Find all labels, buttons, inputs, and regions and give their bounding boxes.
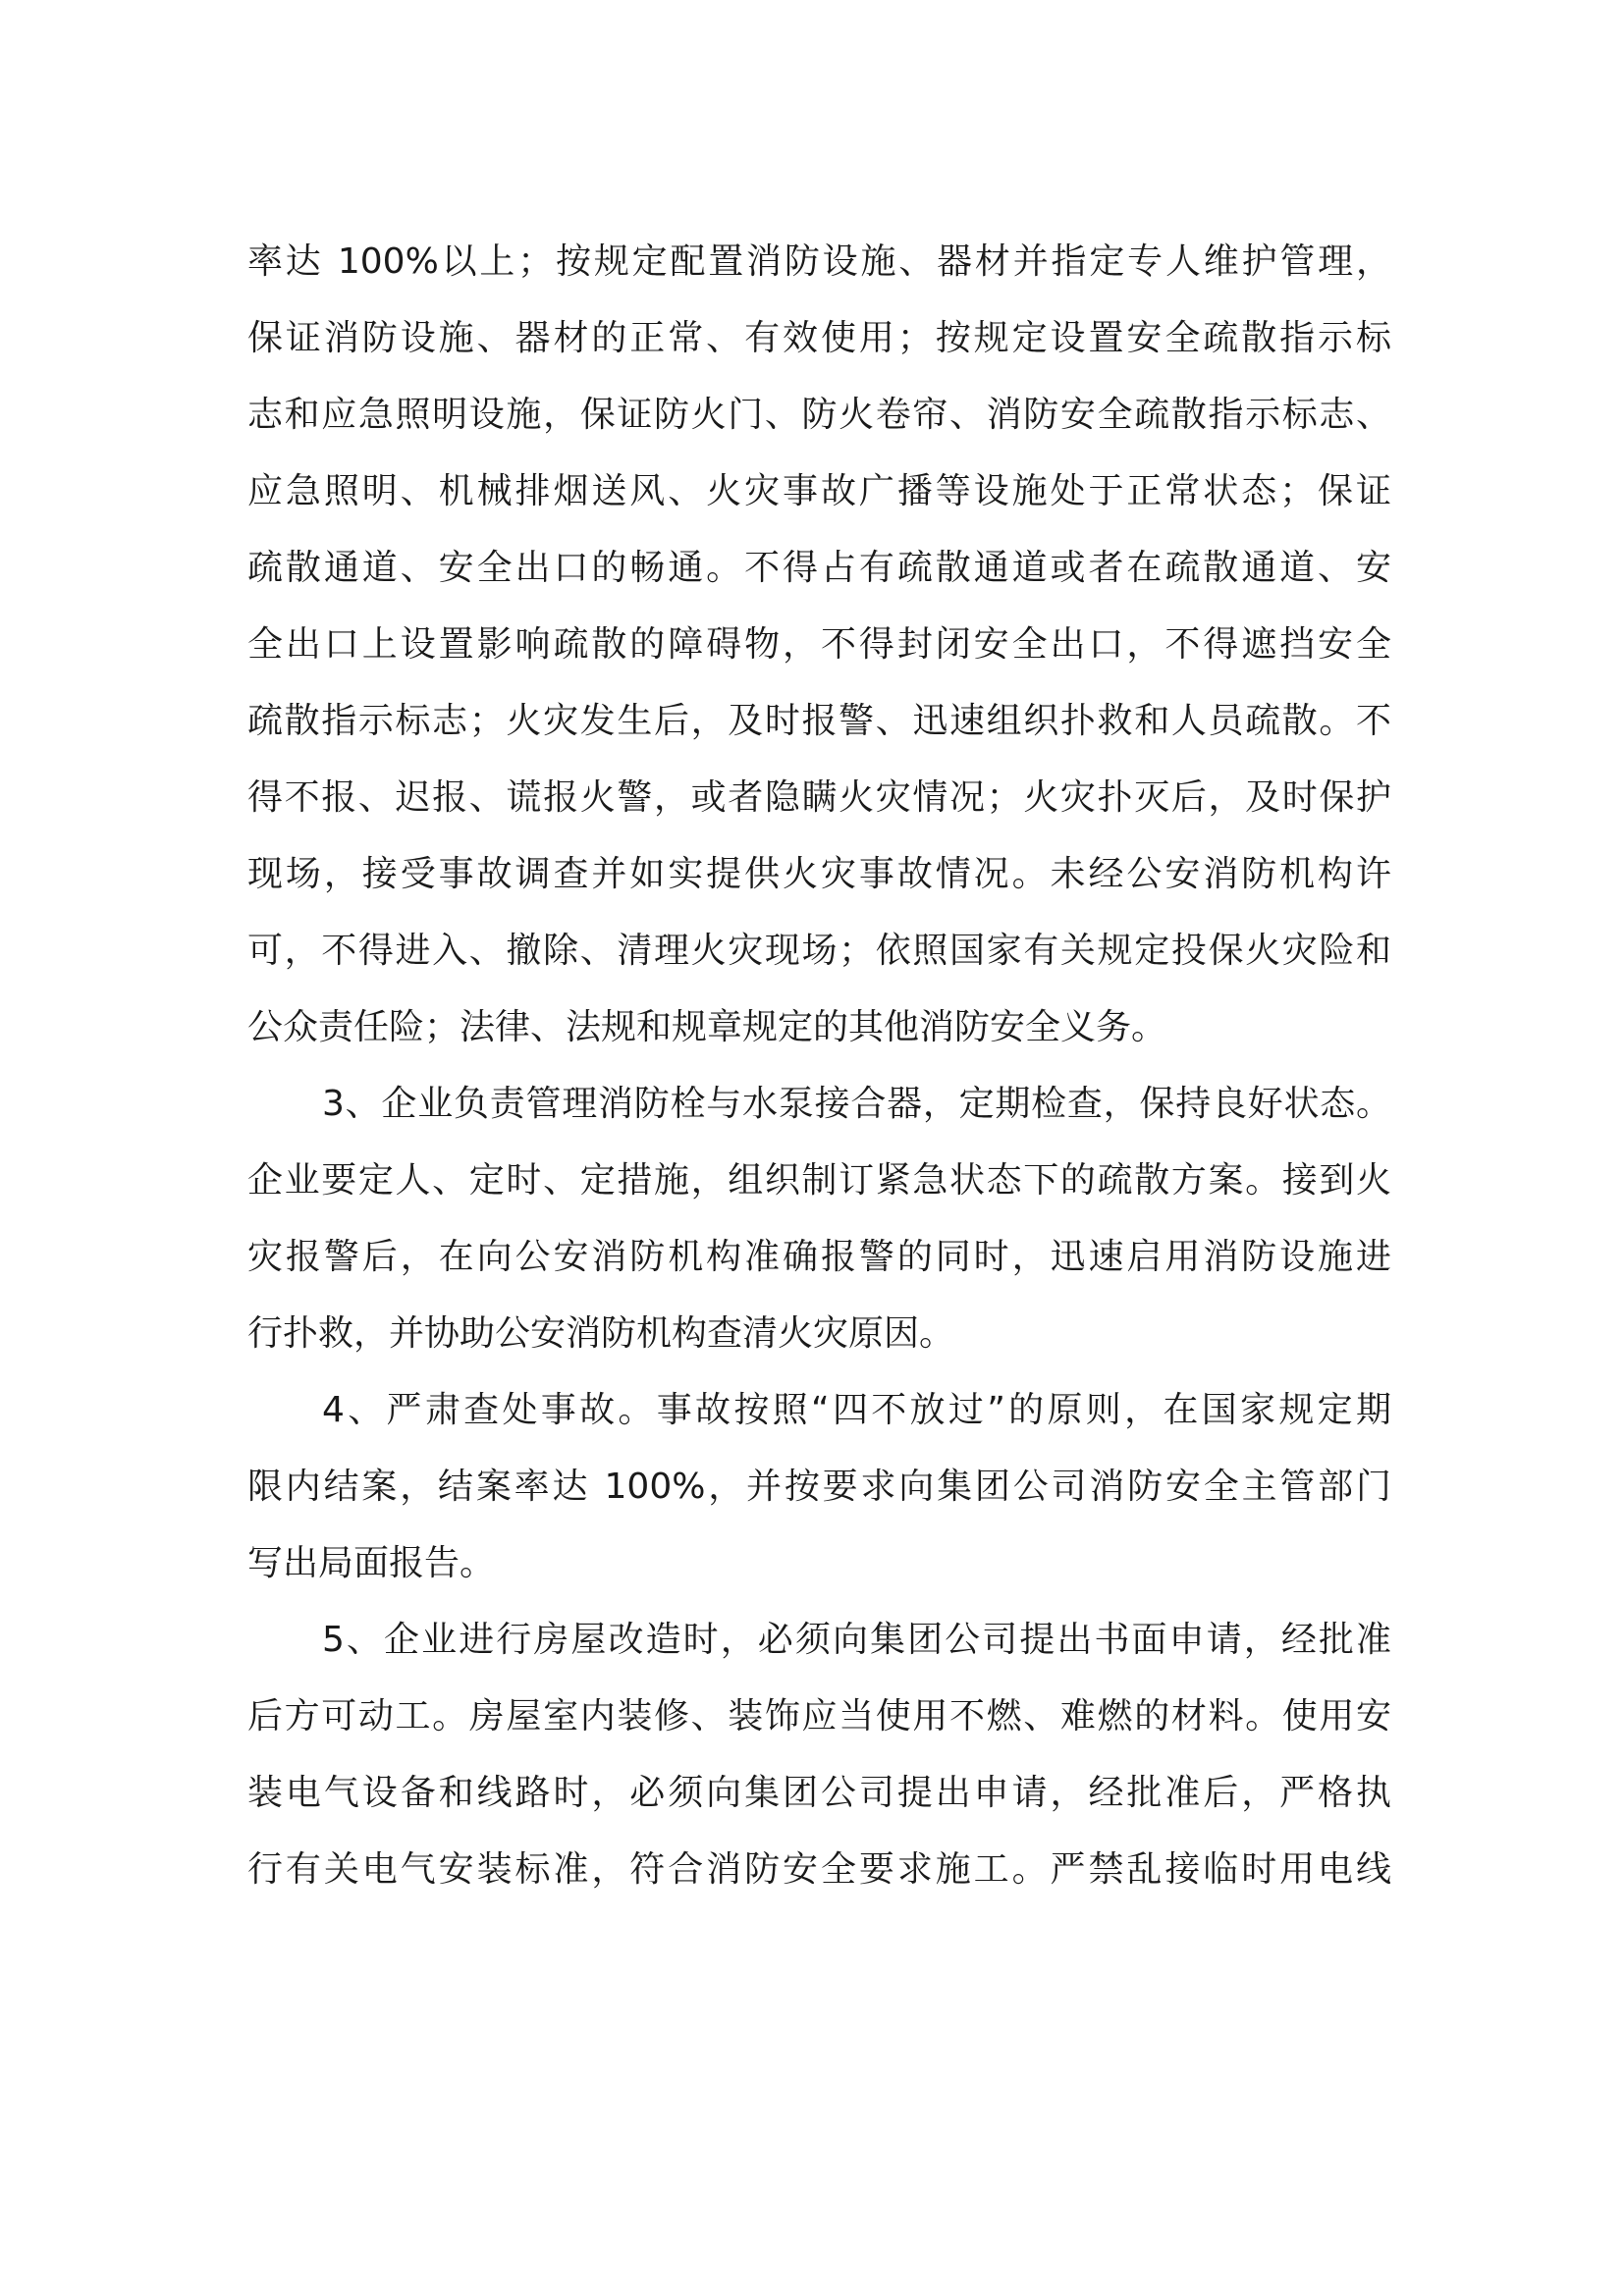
text-line: 4、严肃查处事故。事故按照“四不放过”的原则，在国家规定期: [322, 1390, 1391, 1430]
text-line: 3、企业负责管理消防栓与水泵接合器，定期检查，保持良好状态。: [322, 1084, 1391, 1124]
text-line: 疏散通道、安全出口的畅通。不得占有疏散通道或者在疏散通道、安: [247, 548, 1391, 588]
text-line: 企业要定人、定时、定措施，组织制订紧急状态下的疏散方案。接到火: [247, 1160, 1391, 1201]
text-line: 志和应急照明设施，保证防火门、防火卷帘、消防安全疏散指示标志、: [247, 395, 1391, 435]
text-line: 率达 100%以上；按规定配置消防设施、器材并指定专人维护管理，: [247, 241, 1391, 282]
text-line: 得不报、迟报、谎报火警，或者隐瞒火灾情况；火灾扑灭后，及时保护: [247, 777, 1391, 818]
paragraph-item-3: [247, 1066, 1391, 1372]
text-line: 限内结案，结案率达 100%，并按要求向集团公司消防安全主管部门: [247, 1467, 1391, 1507]
text-line: 行有关电气安装标准，符合消防安全要求施工。严禁乱接临时用电线: [247, 1849, 1391, 1890]
paragraph-fire-safety-duties: [247, 224, 1391, 1066]
text-line: 行扑救，并协助公安消防机构查清火灾原因。: [247, 1313, 955, 1354]
text-line: 装电气设备和线路时，必须向集团公司提出申请，经批准后，严格执: [247, 1773, 1391, 1813]
text-line: 现场，接受事故调查并如实提供火灾事故情况。未经公安消防机构许: [247, 854, 1391, 894]
text-line: 可，不得进入、撤除、清理火灾现场；依照国家有关规定投保火灾险和: [247, 931, 1391, 971]
text-line: 应急照明、机械排烟送风、火灾事故广播等设施处于正常状态；保证: [247, 471, 1391, 511]
text-line: 全出口上设置影响疏散的障碍物，不得封闭安全出口，不得遮挡安全: [247, 624, 1391, 665]
text-line: 后方可动工。房屋室内装修、装饰应当使用不燃、难燃的材料。使用安: [247, 1696, 1391, 1736]
paragraph-item-5: [247, 1602, 1391, 1908]
text-line: 5、企业进行房屋改造时，必须向集团公司提出书面申请，经批准: [322, 1620, 1391, 1660]
text-line: 疏散指示标志；火灾发生后，及时报警、迅速组织扑救和人员疏散。不: [247, 701, 1391, 741]
text-line: 灾报警后，在向公安消防机构准确报警的同时，迅速启用消防设施进: [247, 1237, 1391, 1277]
text-line: 写出局面报告。: [247, 1543, 496, 1583]
text-line: 公众责任险；法律、法规和规章规定的其他消防安全义务。: [247, 1007, 1167, 1047]
text-line: 保证消防设施、器材的正常、有效使用；按规定设置安全疏散指示标: [247, 318, 1391, 358]
document-body: [247, 224, 1391, 1908]
paragraph-item-4: [247, 1372, 1391, 1602]
